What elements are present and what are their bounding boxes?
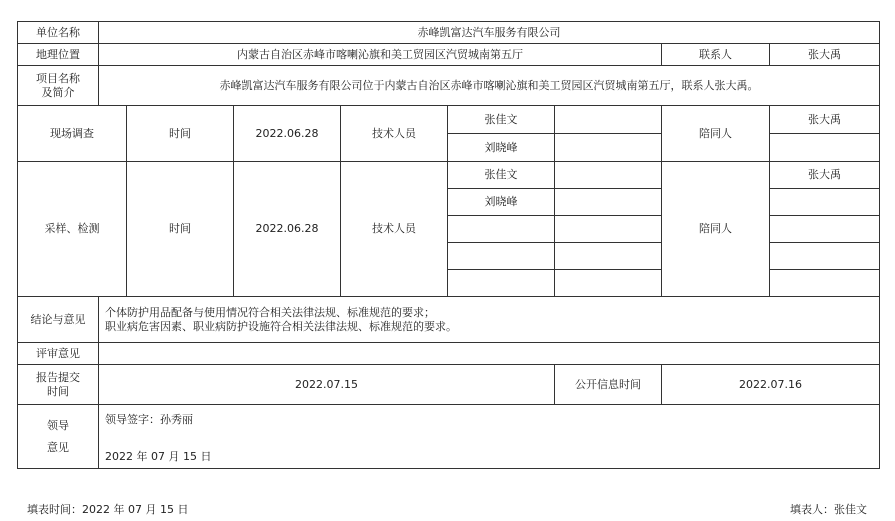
location-value: 内蒙古自治区赤峰市喀喇沁旗和美工贸园区汽贸城南第五厅 [99, 44, 662, 66]
sampling-date: 2022.06.28 [234, 162, 341, 297]
sampling-accomp-name [770, 270, 880, 297]
report-date: 2022.07.15 [99, 365, 555, 405]
sampling-tech-name [448, 216, 555, 243]
sampling-tech-blank [555, 162, 662, 189]
survey-tech-blank [555, 134, 662, 162]
survey-row [18, 106, 880, 134]
sampling-tech-name: 刘晓峰 [448, 189, 555, 216]
survey-date: 2022.06.28 [234, 106, 341, 162]
sampling-accomp-name: 张大禹 [770, 162, 880, 189]
leader-row [18, 405, 880, 469]
unit-value: 赤峰凯富达汽车服务有限公司 [99, 22, 880, 44]
conclusion-row [18, 297, 880, 343]
conclusion-value [99, 297, 880, 343]
sampling-accomp-name [770, 216, 880, 243]
leader-opinion [99, 405, 880, 469]
review-row [18, 343, 880, 365]
review-value [99, 343, 880, 365]
unit-label: 单位名称 [18, 22, 99, 44]
contact-value: 张大禹 [770, 44, 880, 66]
sampling-accomp-name [770, 189, 880, 216]
form-table [17, 21, 880, 469]
leader-date: 2022 年 07 月 15 日 [105, 450, 212, 463]
project-label-line1: 项目名称 [36, 71, 80, 85]
filler-name: 填表人：张佳文 [790, 503, 867, 516]
report-row [18, 365, 880, 405]
leader-signature: 领导签字：孙秀丽 [105, 413, 193, 426]
sampling-tech-blank [555, 216, 662, 243]
conclusion-line2: 职业病危害因素、职业病防护设施符合相关法律法规、标准规范的要求。 [105, 319, 457, 333]
sampling-tech-name: 张佳文 [448, 162, 555, 189]
report-label-line1: 报告提交 [36, 370, 80, 384]
sampling-row [18, 162, 880, 189]
survey-accomp-name [770, 134, 880, 162]
report-label [18, 365, 99, 405]
public-info-label: 公开信息时间 [555, 365, 662, 405]
sampling-tech-blank [555, 243, 662, 270]
sampling-tech-blank [555, 270, 662, 297]
conclusion-line1: 个体防护用品配备与使用情况符合相关法律法规、标准规范的要求； [105, 305, 435, 319]
survey-tech-name: 张佳文 [448, 106, 555, 134]
sampling-accomp-name [770, 243, 880, 270]
form-footer [27, 501, 867, 517]
survey-accomp-label: 陪同人 [662, 106, 770, 162]
project-value: 赤峰凯富达汽车服务有限公司位于内蒙古自治区赤峰市喀喇沁旗和美工贸园区汽贸城南第五厅，联系人张大禹。 [99, 66, 880, 106]
assessment-form [17, 21, 879, 499]
contact-label: 联系人 [662, 44, 770, 66]
public-info-date: 2022.07.16 [662, 365, 880, 405]
survey-accomp-name: 张大禹 [770, 106, 880, 134]
survey-tech-blank [555, 106, 662, 134]
review-label: 评审意见 [18, 343, 99, 365]
sampling-tech-name [448, 243, 555, 270]
unit-row [18, 22, 880, 44]
report-label-line2: 时间 [47, 384, 69, 398]
survey-tech-name: 刘晓峰 [448, 134, 555, 162]
location-label: 地理位置 [18, 44, 99, 66]
project-label [18, 66, 99, 106]
location-row [18, 44, 880, 66]
survey-time-label: 时间 [127, 106, 234, 162]
sampling-tech-name [448, 270, 555, 297]
sampling-tech-blank [555, 189, 662, 216]
sampling-accomp-label: 陪同人 [662, 162, 770, 297]
sampling-time-label: 时间 [127, 162, 234, 297]
sampling-tech-label: 技术人员 [341, 162, 448, 297]
leader-label-line2: 意见 [47, 440, 69, 454]
leader-label-line1: 领导 [47, 418, 69, 432]
leader-label [18, 405, 99, 469]
conclusion-label: 结论与意见 [18, 297, 99, 343]
project-row [18, 66, 880, 106]
fill-time: 填表时间：2022 年 07 月 15 日 [27, 503, 189, 516]
survey-label: 现场调查 [18, 106, 127, 162]
sampling-label: 采样、检测 [18, 162, 127, 297]
project-label-line2: 及简介 [41, 85, 75, 99]
survey-tech-label: 技术人员 [341, 106, 448, 162]
